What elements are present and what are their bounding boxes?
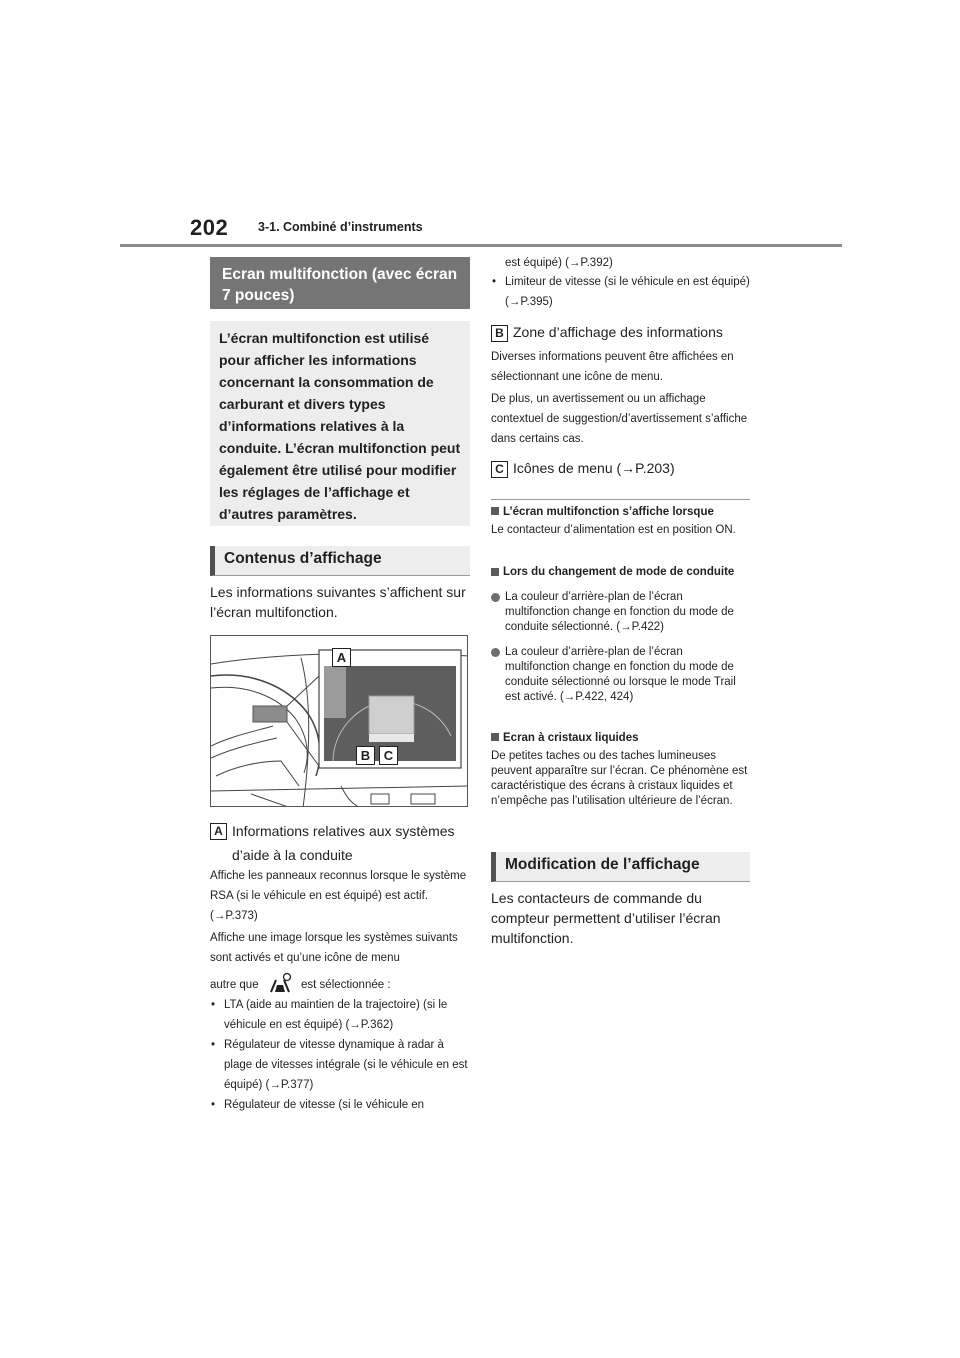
list-item: • LTA (aide au maintien de la trajectoire) (si le véhicule en est équipé) (→P.362) [210,995,470,1035]
header-rule [120,244,842,247]
square-bullet-icon [491,733,499,741]
continued-text: est équipé) (→P.392) [505,257,613,269]
driving-assist-icon [265,972,295,994]
note-drive-mode [491,565,750,705]
label-c: C [379,746,398,765]
note-title: L’écran multifonction s’affiche lorsque [503,506,714,518]
item-c-title: Icônes de menu (→P.203) [513,460,675,476]
round-bullet-icon [491,593,500,602]
item-a-p3 [210,972,470,995]
chapter-title: 3-1. Combiné d’instruments [258,220,423,234]
note-point: La couleur d’arrière-plan de l’écran multifonction change en fonction du mode de conduite sélectionné. (→P.422) [491,590,750,635]
item-a-p2: Affiche une image lorsque les systèmes suivants sont activés et qu’une icône de menu [210,932,458,964]
item-c-heading [491,456,750,480]
section-title-display-change: Modification de l’affichage [491,852,750,882]
note-power-on [491,505,750,538]
note-title: Ecran à cristaux liquides [503,732,639,744]
label-c-box [379,746,403,765]
item-a-heading [210,819,470,867]
item-b-p1: Diverses informations peuvent être affichées en sélectionnant une icône de menu. [491,351,734,383]
right-bullet-list [491,272,750,312]
list-item: • Régulateur de vitesse (si le véhicule en [210,1095,470,1115]
item-a-p1: Affiche les panneaux reconnus lorsque le système RSA (si le véhicule en est équipé) est actif. (→P.373) [210,870,467,922]
label-a-box [332,648,356,667]
label-b: B [356,746,375,765]
page-number: 202 [190,215,229,240]
item-a-bullet-list [210,995,470,1115]
label-b-box [356,746,380,765]
section-title-contents: Contenus d’affichage [210,546,470,576]
item-b-heading [491,320,750,344]
note-text: De petites taches ou des taches lumineuses peuvent apparaître sur l’écran. Ce phénomène est caractéristique des écrans à cristaux liquides et n’empêche pas l’utilisation ultérieure de l’écran. [491,750,748,807]
note-title: Lors du changement de mode de conduite [503,566,735,578]
square-bullet-icon [491,507,499,515]
item-a-p3-after: est sélectionnée : [301,979,391,991]
square-bullet-icon [491,568,499,576]
list-item: • Limiteur de vitesse (si le véhicule en est équipé) (→P.395) [491,272,750,312]
item-a-letter: A [210,823,227,840]
note-text: Le contacteur d’alimentation est en position ON. [491,524,736,536]
intro-text: L’écran multifonction est utilisé pour afficher les informations concernant la consommation de carburant et divers types d’informations relatives à la conduite. L’écran multifonction peut également être utilisé pour modifier les réglages de l’affichage et d’autres paramètres. [219,330,461,522]
dashboard-illustration [210,635,468,807]
item-a-title: Informations relatives aux systèmes d’aide à la conduite [232,823,455,863]
item-c-letter: C [491,461,508,478]
section-title-multifunction: Ecran multifonction (avec écran 7 pouces) [210,257,470,309]
display-change-text: Les contacteurs de commande du compteur permettent d’utiliser l’écran multifonction. [491,890,721,946]
note-lcd [491,731,750,809]
intro-box [210,321,470,526]
notes-rule [491,499,750,500]
label-a: A [332,648,351,667]
item-b-p2: De plus, un avertissement ou un affichage contextuel de suggestion/d’avertissement s’affiche dans certains cas. [491,393,748,445]
item-b-title: Zone d’affichage des informations [513,324,723,340]
list-item: • Régulateur de vitesse dynamique à radar à plage de vitesses intégrale (si le véhicule en est équipé) (→P.377) [210,1035,470,1095]
round-bullet-icon [491,648,500,657]
item-a-p3-before: autre que [210,979,259,991]
contents-intro: Les informations suivantes s’affichent sur l’écran multifonction. [210,584,466,620]
item-b-letter: B [491,325,508,342]
note-point: La couleur d’arrière-plan de l’écran multifonction change en fonction du mode de conduite sélectionné ou lorsque le mode Trail est activé. (→P.422, 424) [491,645,750,705]
